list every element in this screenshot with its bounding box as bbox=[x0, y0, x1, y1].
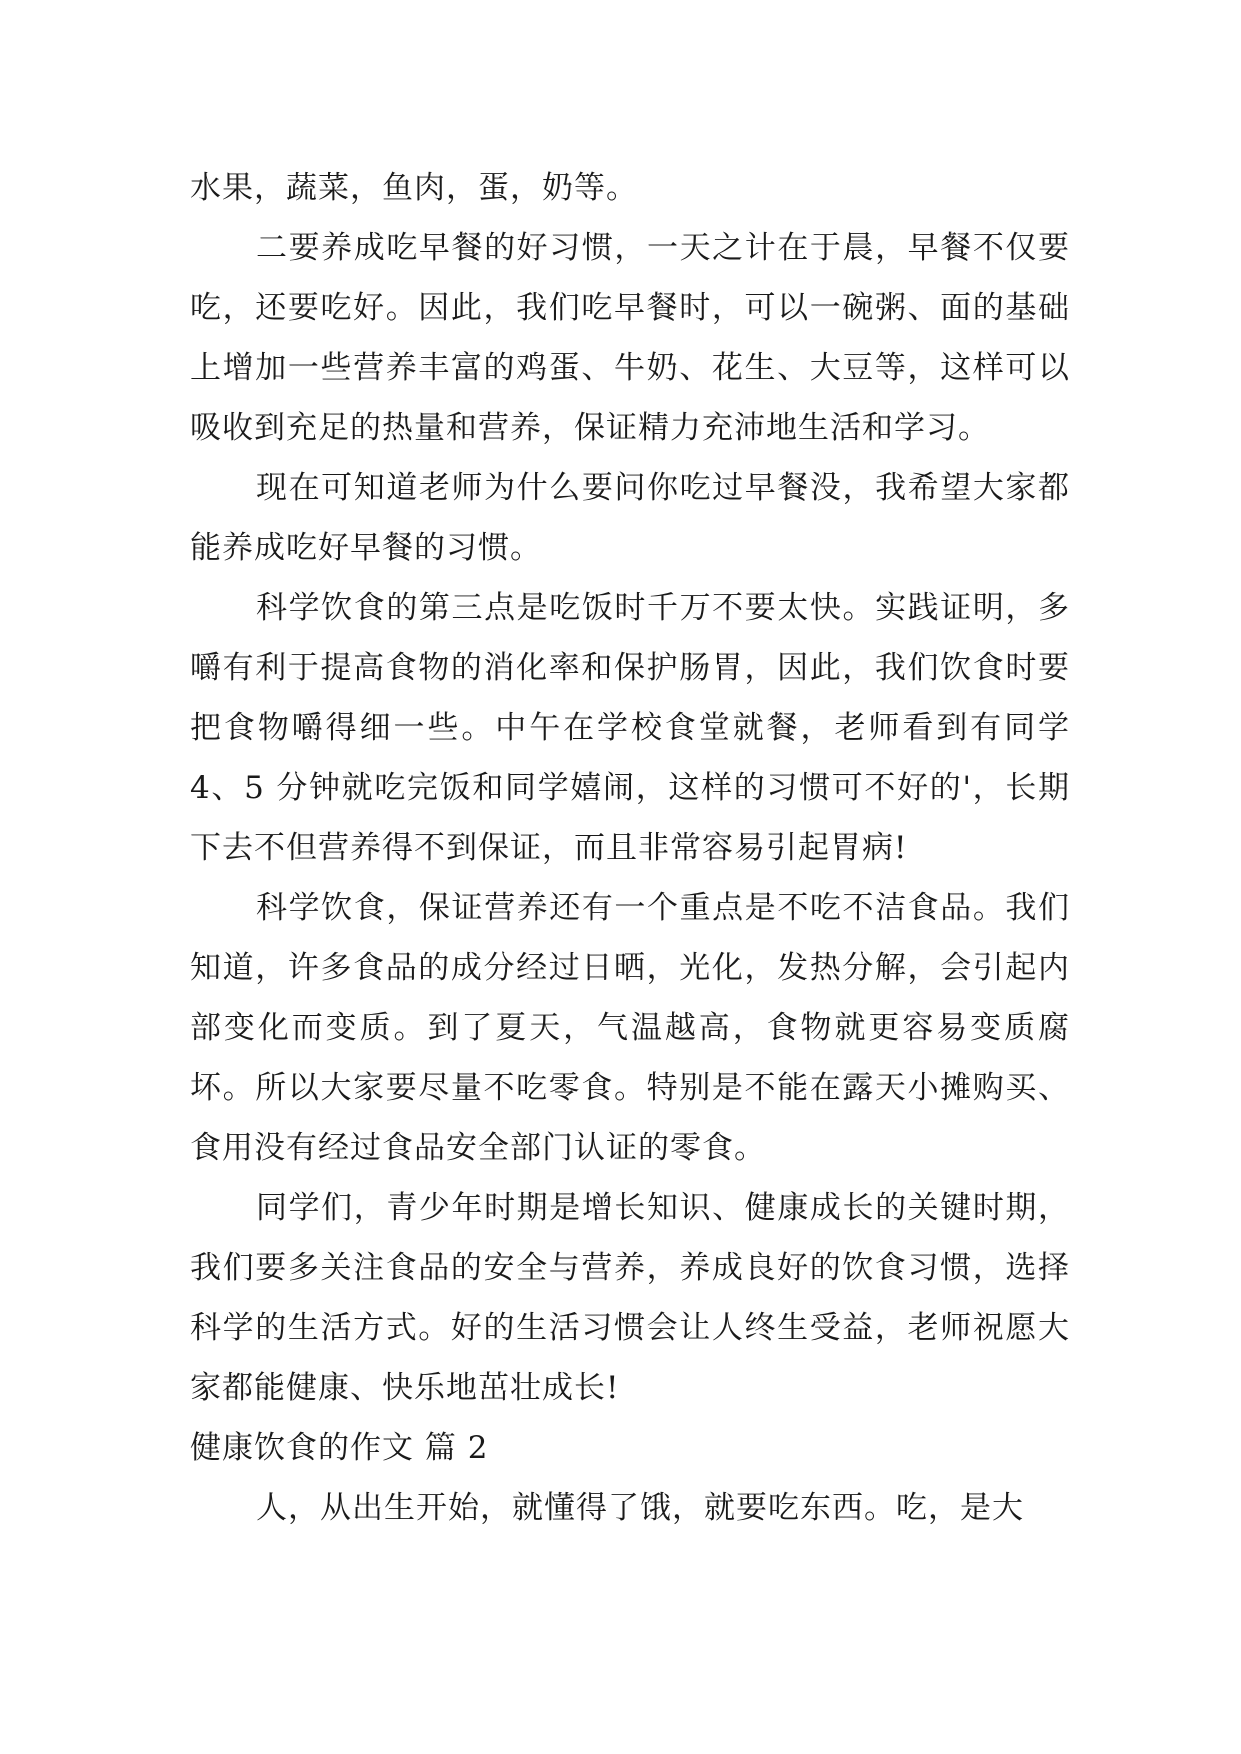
paragraph-essay-two-start: 人，从出生开始，就懂得了饿，就要吃东西。吃，是大 bbox=[256, 1490, 1024, 1526]
paragraph-continuation: 水果，蔬菜，鱼肉，蛋，奶等。 bbox=[190, 170, 638, 206]
document-body bbox=[190, 158, 1070, 1538]
paragraph-breakfast-hope: 现在可知道老师为什么要问你吃过早餐没，我希望大家都能养成吃好早餐的习惯。 bbox=[190, 470, 1070, 566]
paragraph-conclusion: 同学们，青少年时期是增长知识、健康成长的关键时期，我们要多关注食品的安全与营养，养成良好的饮食习惯，选择科学的生活方式。好的生活习惯会让人终生受益，老师祝愿大家都能健康、快乐地茁壮成长! bbox=[190, 1190, 1070, 1406]
paragraph-eat-slowly: 科学饮食的第三点是吃饭时千万不要太快。实践证明，多嚼有利于提高食物的消化率和保护肠胃，因此，我们饮食时要把食物嚼得细一些。中午在学校食堂就餐，老师看到有同学 4、5 分钟就吃完饭和同学嬉闹，这样的习惯可不好的'，长期下去不但营养得不到保证，而且非常容易引起胃病! bbox=[190, 590, 1070, 866]
paragraph-breakfast-habit: 二要养成吃早餐的好习惯，一天之计在于晨，早餐不仅要吃，还要吃好。因此，我们吃早餐时，可以一碗粥、面的基础上增加一些营养丰富的鸡蛋、牛奶、花生、大豆等，这样可以吸收到充足的热量和营养，保证精力充沛地生活和学习。 bbox=[190, 230, 1070, 446]
paragraph-clean-food: 科学饮食，保证营养还有一个重点是不吃不洁食品。我们知道，许多食品的成分经过日晒，光化，发热分解，会引起内部变化而变质。到了夏天，气温越高，食物就更容易变质腐坏。所以大家要尽量不吃零食。特别是不能在露天小摊购买、食用没有经过食品安全部门认证的零食。 bbox=[190, 890, 1070, 1166]
section-heading: 健康饮食的作文 篇 2 bbox=[190, 1430, 489, 1466]
